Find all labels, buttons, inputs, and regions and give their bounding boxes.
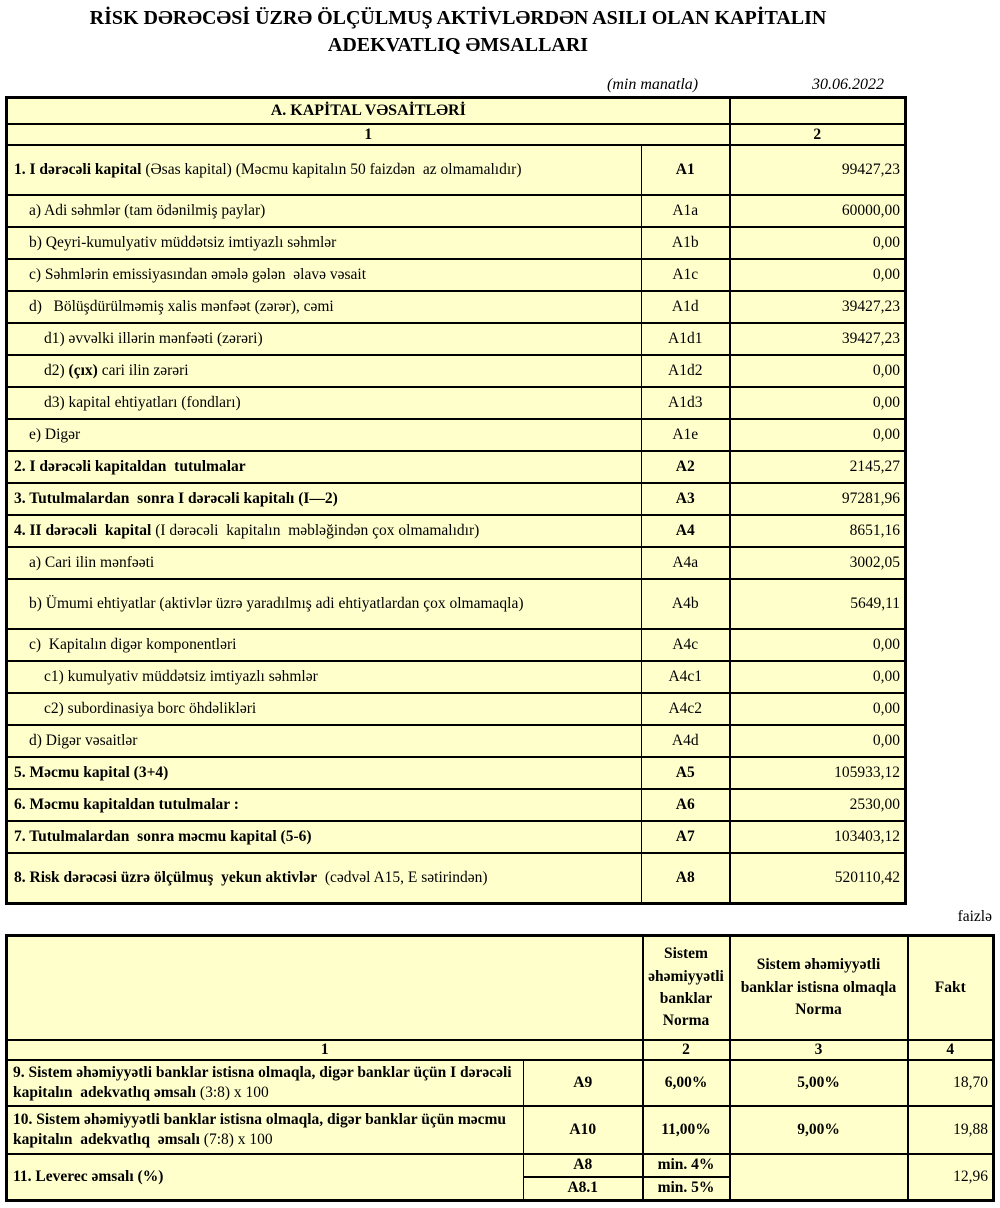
row-value: 0,00 (730, 419, 906, 451)
row-code: A2 (642, 451, 730, 483)
row-value: 0,00 (730, 725, 906, 757)
col-num-2: 2 (643, 1040, 730, 1060)
table-row (7, 725, 906, 757)
row-label: d1) əvvəlki illərin mənfəəti (zərəri) (7, 323, 642, 355)
row-label: c) Kapitalın digər komponentləri (7, 629, 642, 661)
row-value: 3002,05 (730, 547, 906, 579)
norm-other-value: 9,00% (730, 1106, 908, 1154)
header-norm-systemic: Sistem əhəmiyyətli banklar Norma (643, 936, 730, 1041)
row-label: d) Digər vəsaitlər (7, 725, 642, 757)
table-row (7, 451, 906, 483)
header-fakt: Fakt (908, 936, 994, 1041)
table-row (7, 789, 906, 821)
col-num-1: 1 (7, 1040, 643, 1060)
row-label: b) Ümumi ehtiyatlar (aktivlər üzrə yaradılmış adi ehtiyatlardan çox olmamaqla) (7, 579, 642, 629)
row-value: 39427,23 (730, 291, 906, 323)
table-row (7, 259, 906, 291)
table-row (7, 291, 906, 323)
row-code: A1 (642, 145, 730, 195)
row-label: c) Səhmlərin emissiyasından əmələ gələn əlavə vəsait (7, 259, 642, 291)
ratio-table (5, 934, 995, 1202)
empty-cell (730, 1154, 908, 1201)
table-row (7, 629, 906, 661)
row-label: c1) kumulyativ müddətsiz imtiyazlı səhmlər (7, 661, 642, 693)
fakt-value: 19,88 (908, 1106, 994, 1154)
row-code: A6 (642, 789, 730, 821)
row-code: A10 (524, 1106, 643, 1154)
row-code: A1b (642, 227, 730, 259)
norm-other-value: 5,00% (730, 1060, 908, 1106)
row-value: 105933,12 (730, 757, 906, 789)
table-row (7, 195, 906, 227)
row-code: A5 (642, 757, 730, 789)
row-label: e) Digər (7, 419, 642, 451)
row-value: 2145,27 (730, 451, 906, 483)
col-num-4: 4 (908, 1040, 994, 1060)
row-code: A4c (642, 629, 730, 661)
row-code: A8 (524, 1154, 643, 1177)
fakt-value: 12,96 (908, 1154, 994, 1201)
col-num-3: 3 (730, 1040, 908, 1060)
row-code: A8 (642, 853, 730, 904)
table-row (7, 323, 906, 355)
column-number-row (7, 124, 906, 145)
row-label: 10. Sistem əhəmiyyətli banklar istisna olmaqla, digər banklar üçün məcmu kapitalın adekvatlıq əmsalı (7:8) x 100 (7, 1106, 524, 1154)
row-code: A1a (642, 195, 730, 227)
row-label: 6. Məcmu kapitaldan tutulmalar : (7, 789, 642, 821)
row-label: 3. Tutulmalardan sonra I dərəcəli kapitalı (I—2) (7, 483, 642, 515)
row-code: A4b (642, 579, 730, 629)
capital-table-header-row (7, 98, 906, 125)
table-row (7, 579, 906, 629)
row-value: 39427,23 (730, 323, 906, 355)
row-value: 0,00 (730, 355, 906, 387)
empty-header-cell (7, 936, 643, 1041)
row-code: A4c2 (642, 693, 730, 725)
row-value: 99427,23 (730, 145, 906, 195)
row-label: d3) kapital ehtiyatları (fondları) (7, 387, 642, 419)
row-code: A1c (642, 259, 730, 291)
row-label: 2. I dərəcəli kapitaldan tutulmalar (7, 451, 642, 483)
row-label: b) Qeyri-kumulyativ müddətsiz imtiyazlı səhmlər (7, 227, 642, 259)
table-row (7, 1154, 994, 1177)
row-code: A3 (642, 483, 730, 515)
row-label: a) Cari ilin mənfəəti (7, 547, 642, 579)
table-row (7, 227, 906, 259)
table-row (7, 821, 906, 853)
unit-note: (min manatla) (607, 76, 699, 93)
row-code: A7 (642, 821, 730, 853)
table-row (7, 693, 906, 725)
row-label: 5. Məcmu kapital (3+4) (7, 757, 642, 789)
row-code: A1d1 (642, 323, 730, 355)
col-num-2: 2 (730, 124, 906, 145)
page-title-line2: ADEKVATLIQ ƏMSALLARI (327, 34, 589, 56)
row-code: A1d3 (642, 387, 730, 419)
table-row (7, 419, 906, 451)
col-num-1: 1 (7, 124, 730, 145)
ratio-table-header-row (7, 936, 994, 1041)
percent-note: faizlə (957, 908, 992, 925)
note-line (0, 76, 1000, 96)
table-row (7, 1060, 994, 1106)
row-label: c2) subordinasiya borc öhdəlikləri (7, 693, 642, 725)
row-code: A1d2 (642, 355, 730, 387)
norm-min-value: min. 5% (643, 1177, 730, 1201)
row-value: 0,00 (730, 387, 906, 419)
table-row (7, 547, 906, 579)
table-row (7, 483, 906, 515)
row-value: 0,00 (730, 693, 906, 725)
row-value: 8651,16 (730, 515, 906, 547)
table-row (7, 387, 906, 419)
table-row (7, 1106, 994, 1154)
norm-systemic-value: 11,00% (643, 1106, 730, 1154)
row-label: 1. I dərəcəli kapital (Əsas kapital) (Məcmu kapitalın 50 faizdən az olmamalıdır) (7, 145, 642, 195)
row-label: 9. Sistem əhəmiyyətli banklar istisna olmaqla, digər banklar üçün I dərəcəli kapitalın adekvatlıq əmsalı (3:8) x 100 (7, 1060, 524, 1106)
column-number-row (7, 1040, 994, 1060)
row-label: 4. II dərəcəli kapital (I dərəcəli kapitalın məbləğindən çox olmamalıdır) (7, 515, 642, 547)
row-code: A9 (524, 1060, 643, 1106)
row-code: A4d (642, 725, 730, 757)
table-row (7, 853, 906, 904)
table-row (7, 757, 906, 789)
row-code: A1e (642, 419, 730, 451)
fakt-value: 18,70 (908, 1060, 994, 1106)
row-code: A4a (642, 547, 730, 579)
row-code: A1d (642, 291, 730, 323)
row-value: 103403,12 (730, 821, 906, 853)
page-title-line1: RİSK DƏRƏCƏSİ ÜZRƏ ÖLÇÜLMUŞ AKTİVLƏRDƏN ASILI OLAN KAPİTALIN (89, 7, 827, 29)
row-label: 11. Leverec əmsalı (%) (7, 1154, 524, 1201)
row-value: 97281,96 (730, 483, 906, 515)
row-value: 60000,00 (730, 195, 906, 227)
page-title (0, 5, 916, 59)
table-row (7, 145, 906, 195)
section-header: A. KAPİTAL VƏSAİTLƏRİ (7, 98, 730, 125)
row-code: A4c1 (642, 661, 730, 693)
table-row (7, 661, 906, 693)
row-value: 0,00 (730, 259, 906, 291)
norm-systemic-value: 6,00% (643, 1060, 730, 1106)
row-label: 8. Risk dərəcəsi üzrə ölçülmuş yekun aktivlər (cədvəl A15, E sətirindən) (7, 853, 642, 904)
empty-header-cell (730, 98, 906, 125)
row-code: A8.1 (524, 1177, 643, 1201)
row-value: 520110,42 (730, 853, 906, 904)
table-row (7, 515, 906, 547)
row-value: 5649,11 (730, 579, 906, 629)
table-row (7, 355, 906, 387)
norm-min-value: min. 4% (643, 1154, 730, 1177)
row-value: 2530,00 (730, 789, 906, 821)
row-label: 7. Tutulmalardan sonra məcmu kapital (5-6) (7, 821, 642, 853)
row-code: A4 (642, 515, 730, 547)
capital-table (5, 96, 907, 905)
row-value: 0,00 (730, 629, 906, 661)
row-label: d2) (çıx) cari ilin zərəri (7, 355, 642, 387)
row-value: 0,00 (730, 661, 906, 693)
report-date: 30.06.2022 (812, 76, 884, 93)
header-norm-other: Sistem əhəmiyyətli banklar istisna olmaqla Norma (730, 936, 908, 1041)
row-label: d) Bölüşdürülməmiş xalis mənfəət (zərər), cəmi (7, 291, 642, 323)
row-label: a) Adi səhmlər (tam ödənilmiş paylar) (7, 195, 642, 227)
row-value: 0,00 (730, 227, 906, 259)
